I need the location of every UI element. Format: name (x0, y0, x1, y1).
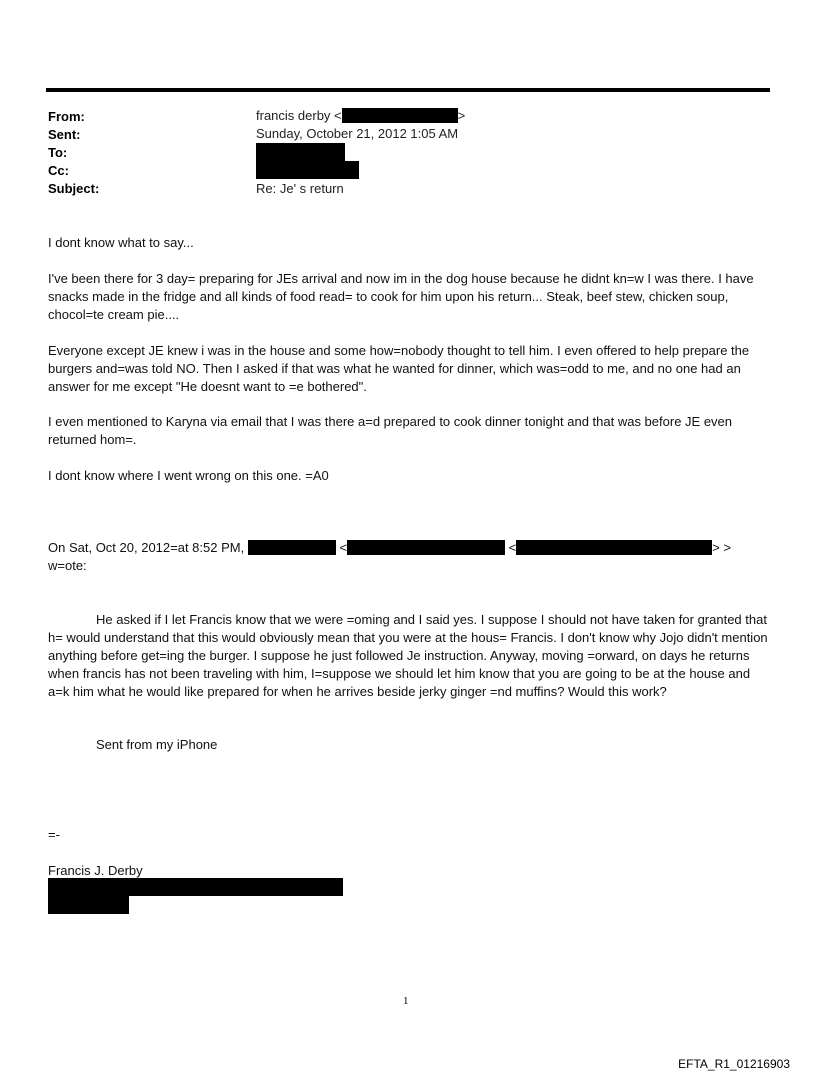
signature-redaction-1 (48, 878, 343, 896)
header-rule (46, 88, 770, 92)
document-id: EFTA_R1_01216903 (678, 1057, 790, 1071)
from-close: > (457, 108, 466, 123)
quote-gt: > > (712, 540, 732, 555)
sent-value: Sunday, October 21, 2012 1:05 AM (256, 126, 459, 141)
cc-label: Cc: (48, 163, 69, 178)
body-paragraph-4: I even mentioned to Karyna via email that I was there a=d prepared to cook dinner tonight and that was before JE even returned hom=. (48, 414, 733, 447)
quote-intro-text: On Sat, Oct 20, 2012=at 8:52 PM, (48, 540, 245, 555)
subject-label: Subject: (48, 181, 100, 196)
page-number: 1 (403, 995, 409, 1007)
from-label: From: (48, 109, 85, 124)
from-value (256, 107, 465, 125)
body-paragraph-3: Everyone except JE knew i was in the house and some how=nobody thought to tell him. I even offered to help prepare the burgers and=was told NO. Then I asked if that was what he wanted for dinner, which was=odd to me, and no one had an answer for me except "He doesnt want to =e bothered". (48, 343, 750, 394)
signature-separator: =- (48, 827, 60, 842)
signature-redaction-2 (48, 896, 129, 914)
quote-wrote: w=ote: (48, 558, 87, 573)
body-paragraph-1: I dont know what to say... (48, 235, 194, 250)
quote-lt: < (508, 540, 517, 555)
redaction-box (248, 540, 336, 555)
subject-value: Re: Je' s return (256, 181, 344, 196)
body-paragraph-5: I dont know where I went wrong on this one. =A0 (48, 468, 329, 483)
to-redaction (256, 143, 345, 161)
quote-intro (48, 539, 770, 557)
redaction-box (347, 540, 505, 555)
to-label: To: (48, 145, 68, 160)
quote-lt: < (339, 540, 348, 555)
sent-label: Sent: (48, 127, 81, 142)
signature-name: Francis J. Derby (48, 863, 143, 878)
quote-paragraph-2: Sent from my iPhone (96, 737, 218, 752)
cc-redaction (256, 161, 359, 179)
body-paragraph-2: I've been there for 3 day= preparing for JEs arrival and now im in the dog house because he didnt kn=w I was there. I have snacks made in the fridge and all kinds of food read= to cook for him upon his return... Steak, beef stew, chicken soup, chocol=te cream pie.... (48, 271, 754, 322)
quote-paragraph-1: He asked if I let Francis know that we were =oming and I said yes. I suppose I should not have taken for granted that h= would understand that this would obviously mean that you were at the hous= Francis. I don't know why Jojo didn't mention anything before get=ing the burger. I suppose he just followed Je instruction. Anyway, moving =orward, on days he returns when francis has not been traveling with him, I=suppose we should let him know that you are going to be at the house and a=k him what he would like prepared for when he arrives beside jerky ginger =nd muffins? Would this work? (48, 612, 768, 699)
redaction-box (516, 540, 712, 555)
redaction-box (342, 108, 458, 123)
from-name: francis derby < (256, 108, 342, 123)
